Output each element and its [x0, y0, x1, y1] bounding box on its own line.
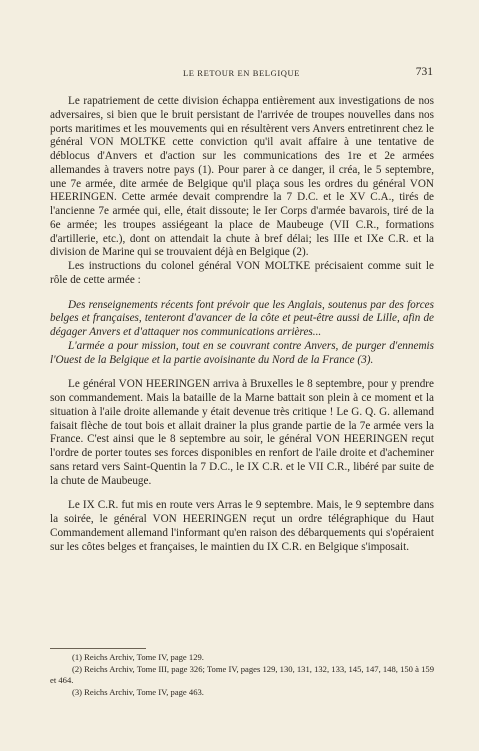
- paragraph-instructions: Les instructions du colonel général VON MOLTKE précisaient comme suit le rôle de cette armée :: [50, 260, 434, 286]
- footnote-1: (1) Reichs Archiv, Tome IV, page 129.: [72, 652, 204, 662]
- footnote-rule: [50, 648, 146, 649]
- page-header: [50, 66, 433, 82]
- body-text: [50, 95, 434, 554]
- footnote-2: (2) Reichs Archiv, Tome III, page 326; Tome IV, pages 129, 130, 131, 132, 133, 145, 147, 148, 150 à 159 et 464.: [50, 663, 434, 685]
- paragraph-ix-cr: Le IX C.R. fut mis en route vers Arras le 9 septembre. Mais, le 9 septembre dans la soirée, le général VON HEERINGEN reçut un ordre télégraphique du Haut Commandement allemand l'informant qu'en raison des débarquements qui s'opéraient sur les côtes belges et françaises, le maintien du IX C.R. en Belgique s'imposait.: [50, 499, 434, 553]
- quote-mission: L'armée a pour mission, tout en se couvrant contre Anvers, de purger d'ennemis l'Ouest de la Belgique et la partie avoisinante du Nord de la France (3).: [50, 339, 434, 366]
- footnote-3: (3) Reichs Archiv, Tome IV, page 463.: [72, 686, 204, 697]
- page-number: 731: [415, 66, 433, 78]
- running-title: LE RETOUR EN BELGIQUE: [182, 68, 301, 78]
- quote-renseignements: Des renseignements récents font prévoir que les Anglais, soutenus par des forces belges et françaises, tenteront d'avancer de la côte et peut-être aussi de Lille, afin de dégager Anvers et d'attaquer nos communications arrières...: [50, 298, 434, 338]
- footnotes: [50, 648, 434, 698]
- paragraph-rapatriement: Le rapatriement de cette division échappa entièrement aux investigations de nos adversaires, si bien que le bruit persistant de l'arrivée de troupes nouvelles dans nos ports maritimes et les mouvements qui en résultèrent vers Anvers entretinrent chez le général VON MOLTKE cette conviction qu'il avait affaire à une tentative de déblocus d'Anvers et d'action sur les communications des 1re et 2e armées allemandes à travers notre pays (1). Pour parer à ce danger, il créa, le 5 septembre, une 7e armée, dite armée de Belgique qu'il plaça sous les ordres du général VON HEERINGEN. Cette armée devait comprendre la 7 D.C. et le XV C.A., tirés de l'ancienne 7e armée qui, elle, était dissoute; le Ier Corps d'armée bavarois, tiré de la 6e armée; les troupes assiégeant la place de Maubeuge (VII C.R., formations d'artillerie, etc.), dont on attendait la chute à bref délai; les IIIe et IXe C.R. et la division de Marine qui se trouvaient déjà en Belgique (2).: [50, 95, 434, 259]
- paragraph-heeringen: Le général VON HEERINGEN arriva à Bruxelles le 8 septembre, pour y prendre son commandement. Mais la bataille de la Marne battait son plein à ce moment et la situation à l'aile droite allemande y était devenue très critique ! Le G. Q. G. allemand faisait flèche de tout bois et allait drainer la plus grande partie de la 7e armée vers la France. C'est ainsi que le 8 septembre au soir, le général VON HEERINGEN reçut l'ordre de porter toutes ses forces disponibles en renfort de l'aile droite et d'acheminer sans retard vers Saint-Quentin la 7 D.C., le IX C.R. et le VII C.R., libéré par suite de la chute de Maubeuge.: [50, 378, 434, 487]
